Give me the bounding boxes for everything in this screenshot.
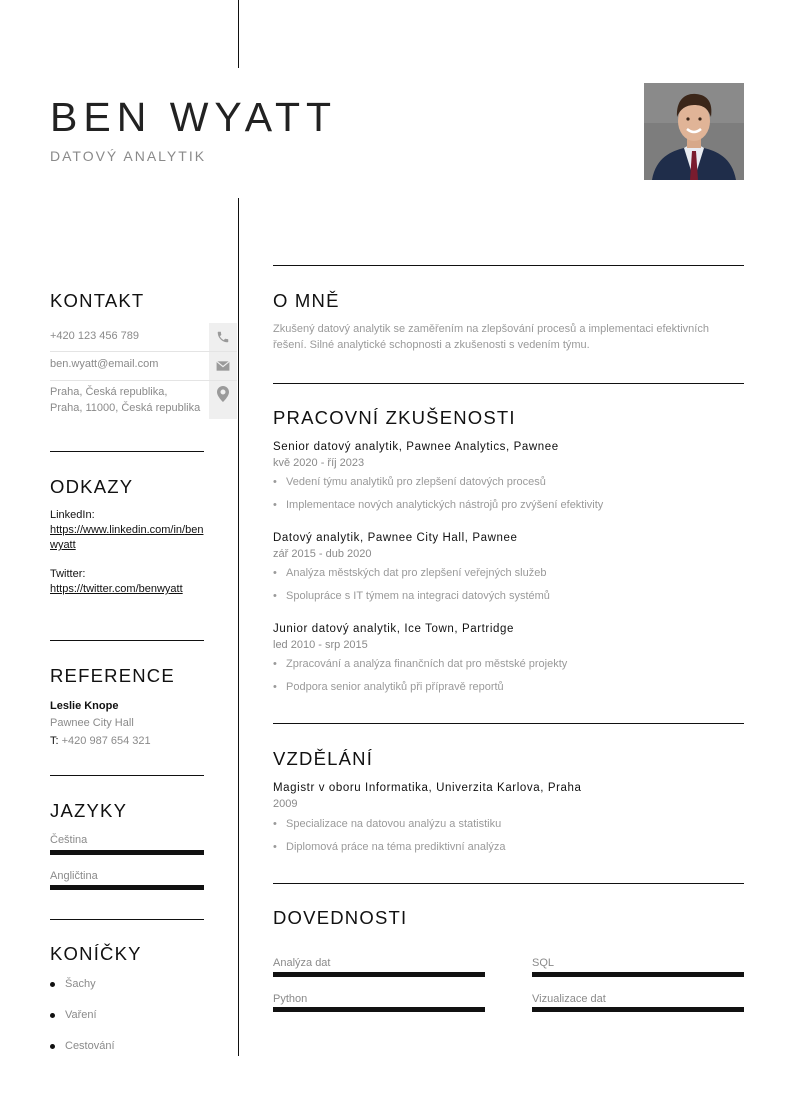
job-dates: led 2010 - srp 2015	[273, 639, 368, 651]
job-title: Senior datový analytik, Pawnee Analytics, Pawnee	[273, 441, 559, 453]
skill-name: Analýza dat	[273, 957, 331, 969]
about-heading: O MNĚ	[273, 290, 340, 311]
job-title: Datový analytik, Pawnee City Hall, Pawnee	[273, 532, 518, 544]
links-heading: ODKAZY	[50, 476, 134, 497]
candidate-name: BEN WYATT	[50, 94, 338, 140]
links-list	[50, 508, 204, 597]
hobbies-heading: KONÍČKY	[50, 943, 142, 964]
twitter-label: Twitter:	[50, 568, 86, 580]
map-pin-icon	[217, 386, 229, 402]
section-rule	[273, 265, 744, 266]
job-bullet: • Spolupráce s IT týmem na integraci datových systémů	[273, 589, 550, 602]
skill-level-bar	[532, 972, 744, 977]
phone-icon	[216, 330, 230, 344]
language-name: Čeština	[50, 834, 88, 846]
envelope-icon	[216, 360, 230, 372]
reference-name: Leslie Knope	[50, 700, 119, 712]
bullet-glyph: •	[273, 658, 277, 670]
reference-phone-label: T:	[50, 735, 59, 747]
section-rule	[273, 383, 744, 384]
address-line-2: Praha, 11000, Česká republika	[50, 401, 201, 414]
bullet-glyph: •	[273, 498, 277, 511]
top-divider-line	[238, 0, 239, 68]
section-rule	[50, 640, 204, 641]
bullet-glyph: •	[273, 818, 277, 830]
job-bullet: • Podpora senior analytiků při přípravě reportů	[273, 680, 504, 693]
reference-phone: +420 987 654 321	[61, 735, 151, 747]
bullet-glyph: •	[273, 680, 277, 693]
skill-name: Vizualizace dat	[532, 993, 606, 1005]
reference-block	[50, 698, 220, 750]
address-line-1: Praha, Česká republika,	[50, 386, 168, 398]
bullet-glyph: •	[273, 567, 277, 579]
skills-heading: DOVEDNOSTI	[273, 907, 408, 928]
skill-name: Python	[273, 993, 308, 1005]
hobby-item: Cestování	[65, 1040, 115, 1052]
education-bullets	[273, 817, 506, 862]
bullet-glyph: •	[273, 589, 277, 602]
job-bullet: • Zpracování a analýza finančních dat pro městské projekty	[273, 658, 568, 670]
experience-heading: PRACOVNÍ ZKUŠENOSTI	[273, 407, 516, 428]
language-name: Angličtina	[50, 870, 98, 882]
hobby-bullet	[50, 1013, 55, 1018]
job-bullets	[273, 475, 603, 520]
linkedin-label: LinkedIn:	[50, 509, 95, 521]
degree-year: 2009	[273, 798, 298, 810]
address-icon-box	[209, 381, 237, 419]
education-bullet: • Specializace na datovou analýzu a statistiku	[273, 818, 502, 830]
section-rule	[50, 919, 204, 920]
job-bullet: • Vedení týmu analytiků pro zlepšení datových procesů	[273, 476, 546, 488]
section-rule	[273, 723, 744, 724]
email-icon-box	[209, 352, 237, 380]
job-bullet: • Analýza městských dat pro zlepšení veřejných služeb	[273, 567, 547, 579]
job-dates: zář 2015 - dub 2020	[273, 548, 372, 560]
skill-level-bar	[273, 972, 485, 977]
education-bullet: • Diplomová práce na téma prediktivní analýza	[273, 840, 506, 853]
job-dates: kvě 2020 - říj 2023	[273, 457, 365, 469]
bullet-glyph: •	[273, 476, 277, 488]
languages-heading: JAZYKY	[50, 800, 128, 821]
contact-heading: KONTAKT	[50, 290, 145, 311]
hobby-bullet	[50, 1044, 55, 1049]
contact-phone: +420 123 456 789	[50, 330, 140, 342]
contact-email: ben.wyatt@email.com	[50, 358, 159, 370]
bullet-glyph: •	[273, 840, 277, 853]
hobby-item: Šachy	[65, 978, 96, 990]
column-divider-line	[238, 198, 239, 1056]
reference-company: Pawnee City Hall	[50, 717, 134, 729]
about-text: Zkušený datový analytik se zaměřením na zlepšování procesů a implementaci efektivních řešení. Silné analytické schopnosti a zkušenosti s vedením týmu.	[273, 323, 709, 351]
hobby-item: Vaření	[65, 1009, 97, 1021]
job-bullets	[273, 566, 550, 611]
job-bullet: • Implementace nových analytických nástrojů pro zvýšení efektivity	[273, 498, 604, 511]
section-rule	[50, 451, 204, 452]
phone-icon-box	[209, 323, 237, 351]
contact-address	[50, 385, 208, 416]
twitter-link[interactable]: https://twitter.com/benwyatt	[50, 583, 183, 595]
job-bullets	[273, 657, 567, 702]
skill-level-bar	[532, 1007, 744, 1012]
linkedin-link[interactable]: https://www.linkedin.com/in/benwyatt	[50, 524, 204, 551]
section-rule	[273, 883, 744, 884]
language-level-bar	[50, 885, 204, 890]
skill-level-bar	[273, 1007, 485, 1012]
language-level-bar	[50, 850, 204, 855]
candidate-title: DATOVÝ ANALYTIK	[50, 148, 207, 164]
profile-photo	[644, 83, 744, 180]
section-rule	[50, 775, 204, 776]
reference-heading: REFERENCE	[50, 665, 175, 686]
degree-title: Magistr v oboru Informatika, Univerzita Karlova, Praha	[273, 782, 582, 794]
hobby-bullet	[50, 982, 55, 987]
job-title: Junior datový analytik, Ice Town, Partridge	[273, 623, 515, 635]
skill-name: SQL	[532, 957, 555, 969]
education-heading: VZDĚLÁNÍ	[273, 748, 374, 769]
